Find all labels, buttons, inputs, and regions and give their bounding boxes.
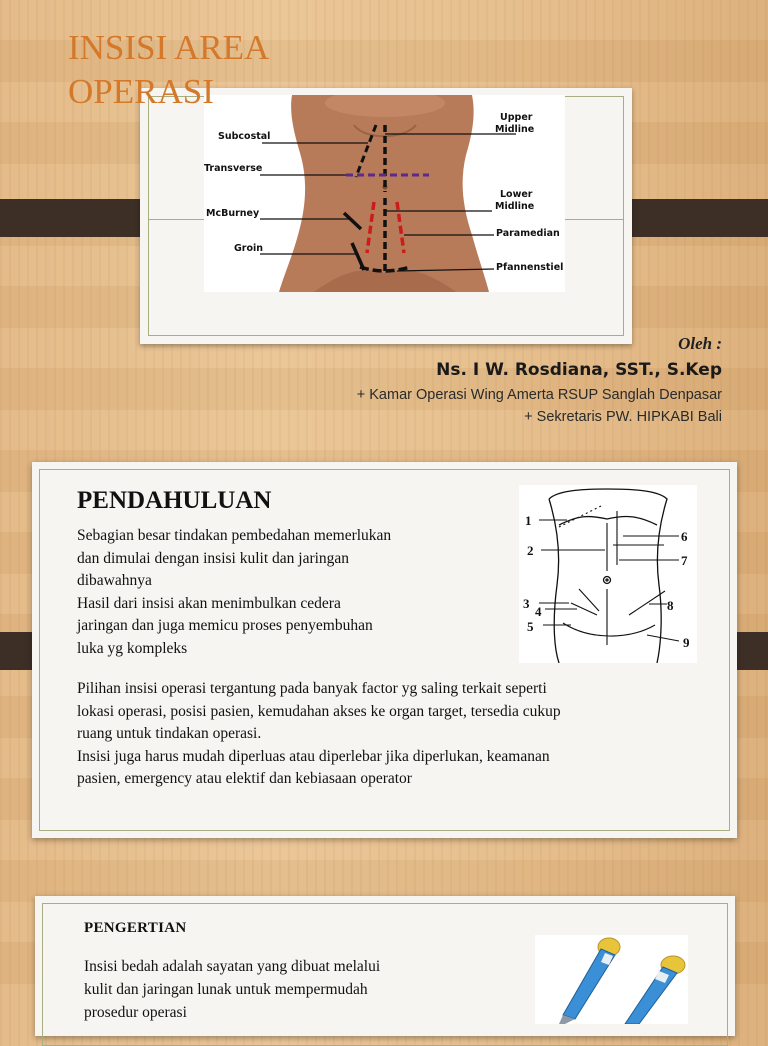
author-affiliation-1: + Kamar Operasi Wing Amerta RSUP Sanglah Denpasar [356, 387, 722, 403]
text-line: Sebagian besar tindakan pembedahan memerlukan [77, 527, 392, 544]
slide-title-line2: OPERASI [68, 72, 214, 111]
slide-title [68, 26, 269, 114]
decor-bar-right [613, 199, 768, 237]
figure-number-5: 5 [527, 619, 534, 634]
author-affiliation-2: + Sekretaris PW. HIPKABI Bali [524, 409, 722, 425]
figure-number-4: 4 [535, 604, 542, 619]
label-mcburney: McBurney [206, 208, 260, 219]
figure-number-7: 7 [681, 553, 688, 568]
pengertian-paragraph [84, 955, 380, 1024]
incision-diagram [204, 95, 565, 292]
label-pfannenstiel: Pfannenstiel [496, 262, 564, 273]
decor-bar-left [0, 199, 155, 237]
figure-number-3: 3 [523, 596, 530, 611]
text-line: Insisi bedah adalah sayatan yang dibuat melalui [84, 958, 381, 975]
slide-title-line1: INSISI AREA [68, 28, 270, 67]
text-line: ruang untuk tindakan operasi. [77, 725, 262, 743]
text-line: luka yg kompleks [77, 639, 188, 657]
label-lower-midline-2: Midline [495, 201, 535, 212]
incision-numbered-svg [519, 485, 697, 663]
label-upper-midline-1: Upper [500, 112, 533, 123]
figure-number-1: 1 [525, 513, 532, 528]
torso-figure [279, 95, 489, 292]
text-line: Pilihan insisi operasi tergantung pada banyak factor yg saling terkait seperti [77, 680, 547, 697]
pendahuluan-paragraph-2 [77, 678, 561, 791]
label-paramedian: Paramedian [496, 228, 560, 239]
incision-numbered-figure [519, 485, 697, 663]
label-upper-midline-2: Midline [495, 124, 535, 135]
section-heading-pengertian: PENGERTIAN [84, 920, 187, 936]
author-name: Ns. I W. Rosdiana, SST., S.Kep [436, 360, 722, 380]
text-line: Hasil dari insisi akan menimbulkan cedera [77, 594, 341, 612]
label-subcostal: Subcostal [218, 131, 271, 142]
label-groin: Groin [234, 243, 264, 254]
card-rule-left [148, 219, 204, 220]
scalpel-svg [535, 935, 688, 1024]
scalpel-2 [625, 956, 685, 1024]
text-line: jaringan dan juga memicu proses penyembuhan [77, 617, 373, 635]
pendahuluan-paragraph-1 [77, 525, 391, 661]
figure-number-8: 8 [667, 598, 674, 613]
incision-diagram-svg [204, 95, 565, 292]
section-heading-pendahuluan: PENDAHULUAN [77, 487, 272, 514]
card-rule-right [565, 219, 623, 220]
scalpel-image [535, 935, 688, 1024]
text-line: prosedur operasi [84, 1004, 187, 1021]
text-line: Insisi juga harus mudah diperluas atau diperlebar jika diperlukan, keamanan [77, 747, 550, 765]
figure-number-2: 2 [527, 543, 534, 558]
text-line: dan dimulai dengan insisi kulit dan jaringan [77, 549, 350, 567]
byline-label: Oleh : [678, 334, 722, 353]
text-line: pasien, emergency atau elektif dan kebiasaan operator [77, 770, 412, 788]
text-line: lokasi operasi, posisi pasien, kemudahan akses ke organ target, tersedia cukup [77, 702, 561, 720]
figure-number-9: 9 [683, 635, 690, 650]
figure-number-6: 6 [681, 529, 688, 544]
scalpel-1 [559, 938, 620, 1024]
text-line: kulit dan jaringan lunak untuk mempermudah [84, 981, 368, 998]
label-transverse: Transverse [204, 163, 263, 174]
label-lower-midline-1: Lower [500, 189, 533, 200]
text-line: dibawahnya [77, 572, 152, 590]
